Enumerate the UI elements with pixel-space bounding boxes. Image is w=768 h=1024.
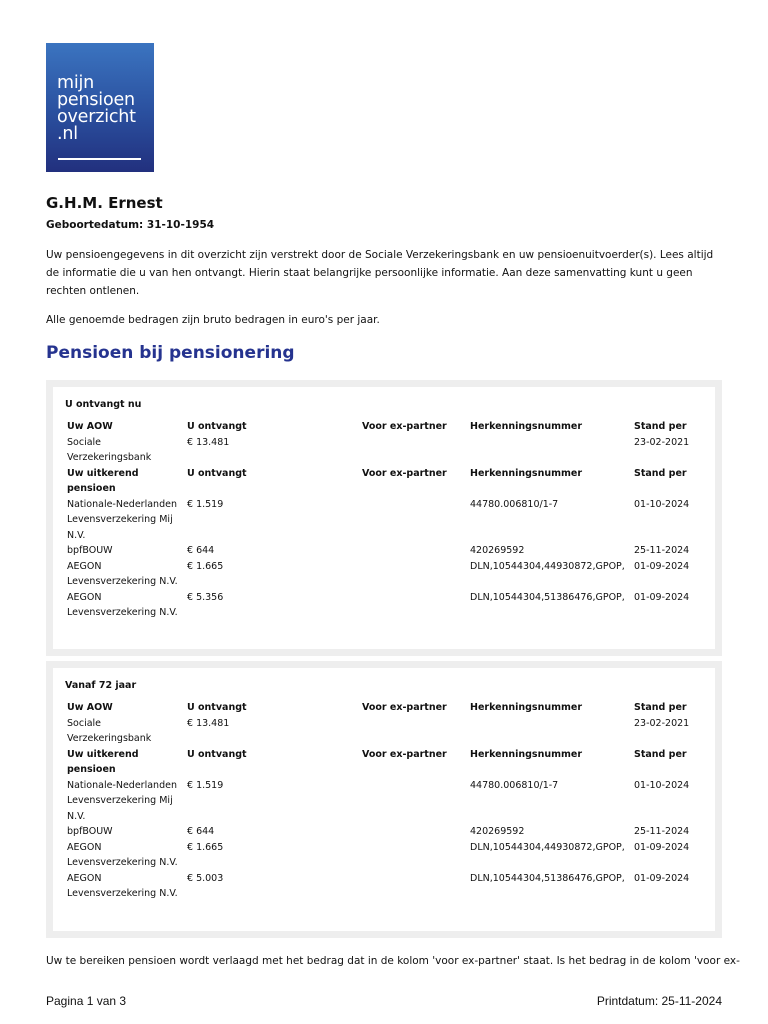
date-cell: 23-02-2021 — [634, 436, 690, 448]
col-header-herkenning: Herkenningsnummer — [470, 467, 583, 479]
ex-partner-cell — [362, 497, 470, 544]
amount-cell: € 644 — [187, 826, 215, 837]
amount-cell: € 13.481 — [187, 436, 230, 448]
date-cell: 01-09-2024 — [634, 872, 690, 884]
id-cell: 44780.006810/1-7 — [470, 779, 559, 791]
amounts-note: Alle genoemde bedragen zijn bruto bedragen in euro's per jaar. — [46, 314, 380, 326]
provider-cell: Nationale-Nederlanden Levensverzekering Mij N.V. — [67, 779, 177, 822]
logo-line: pensioen — [57, 90, 135, 110]
id-cell: 44780.006810/1-7 — [470, 498, 559, 510]
provider-cell: AEGON Levensverzekering N.V. — [67, 872, 178, 899]
panel-from-72 — [46, 661, 722, 938]
table-row — [67, 824, 707, 840]
panel-current — [46, 380, 722, 656]
amount-cell: € 5.003 — [187, 872, 224, 884]
ex-partner-cell — [362, 590, 470, 621]
table-row — [67, 497, 707, 544]
print-date: Printdatum: 25-11-2024 — [596, 994, 722, 1008]
id-cell: 420269592 — [470, 545, 525, 556]
amount-cell: € 1.665 — [187, 841, 224, 853]
pension-header-row — [67, 466, 707, 497]
col-header-stand: Stand per — [634, 467, 687, 479]
id-cell: 420269592 — [470, 826, 525, 837]
panel-label: U ontvangt nu — [65, 399, 142, 410]
amount-cell: € 5.356 — [187, 591, 224, 603]
col-header-ex-partner: Voor ex-partner — [362, 421, 447, 432]
date-cell: 25-11-2024 — [634, 826, 690, 837]
col-header-aow: Uw AOW — [67, 702, 113, 713]
col-header-ontvangt: U ontvangt — [187, 421, 247, 432]
page-number: Pagina 1 van 3 — [46, 994, 127, 1008]
panel-inner — [53, 387, 715, 649]
table-row — [67, 840, 707, 871]
ex-partner-notice: Uw te bereiken pensioen wordt verlaagd met het bedrag dat in de kolom 'voor ex-partner' staat. Is het bedrag in de kolom 'voor ex- — [46, 955, 740, 967]
col-header-uitkerend: Uw uitkerend pensioen — [67, 748, 139, 775]
col-header-ex-partner: Voor ex-partner — [362, 702, 447, 713]
ex-partner-cell — [362, 824, 470, 840]
amount-cell: € 13.481 — [187, 717, 230, 729]
ex-partner-cell — [362, 871, 470, 902]
aow-header-row — [67, 700, 707, 716]
date-cell: 01-09-2024 — [634, 560, 690, 572]
person-name: G.H.M. Ernest — [46, 194, 163, 212]
ex-partner-cell — [362, 716, 470, 747]
table-row — [67, 778, 707, 825]
section-title: Pensioen bij pensionering — [46, 343, 295, 363]
logo-underline — [58, 158, 141, 160]
provider-cell: bpfBOUW — [67, 545, 113, 556]
id-cell: DLN,10544304,51386476,GPOP, — [470, 872, 625, 884]
col-header-ex-partner: Voor ex-partner — [362, 467, 447, 479]
provider-cell: Sociale Verzekeringsbank — [67, 717, 152, 744]
logo-line: overzicht — [57, 107, 136, 127]
col-header-aow: Uw AOW — [67, 421, 113, 432]
aow-header-row — [67, 419, 707, 435]
pension-table — [67, 419, 707, 621]
provider-cell: bpfBOUW — [67, 826, 113, 837]
table-row — [67, 435, 707, 466]
ex-partner-cell — [362, 840, 470, 871]
col-header-herkenning: Herkenningsnummer — [470, 421, 583, 432]
provider-cell: AEGON Levensverzekering N.V. — [67, 560, 178, 587]
date-cell: 01-09-2024 — [634, 841, 690, 853]
col-header-stand: Stand per — [634, 702, 687, 713]
col-header-stand: Stand per — [634, 748, 687, 760]
id-cell — [470, 716, 634, 747]
ex-partner-cell — [362, 435, 470, 466]
col-header-ontvangt: U ontvangt — [187, 702, 247, 713]
panel-label: Vanaf 72 jaar — [65, 680, 137, 691]
id-cell: DLN,10544304,51386476,GPOP, — [470, 591, 625, 603]
ex-partner-cell — [362, 559, 470, 590]
date-cell: 23-02-2021 — [634, 717, 690, 729]
id-cell: DLN,10544304,44930872,GPOP, — [470, 560, 625, 572]
id-cell — [470, 435, 634, 466]
mijnpensioenoverzicht-logo — [46, 43, 154, 172]
col-header-herkenning: Herkenningsnummer — [470, 748, 583, 760]
table-row — [67, 543, 707, 559]
table-row — [67, 871, 707, 902]
ex-partner-cell — [362, 778, 470, 825]
amount-cell: € 1.665 — [187, 560, 224, 572]
id-cell: DLN,10544304,44930872,GPOP, — [470, 841, 625, 853]
table-row — [67, 590, 707, 621]
ex-partner-cell — [362, 543, 470, 559]
col-header-uitkerend: Uw uitkerend pensioen — [67, 467, 139, 494]
provider-cell: Sociale Verzekeringsbank — [67, 436, 152, 463]
amount-cell: € 1.519 — [187, 498, 224, 510]
table-row — [67, 716, 707, 747]
provider-cell: Nationale-Nederlanden Levensverzekering Mij N.V. — [67, 498, 177, 541]
birth-date: Geboortedatum: 31-10-1954 — [46, 219, 215, 231]
date-cell: 01-10-2024 — [634, 779, 690, 791]
amount-cell: € 1.519 — [187, 779, 224, 791]
col-header-ex-partner: Voor ex-partner — [362, 748, 447, 760]
logo-line: .nl — [57, 124, 78, 144]
col-header-herkenning: Herkenningsnummer — [470, 702, 583, 713]
panel-inner — [53, 668, 715, 931]
pension-table — [67, 700, 707, 902]
provider-cell: AEGON Levensverzekering N.V. — [67, 841, 178, 868]
date-cell: 01-09-2024 — [634, 591, 690, 603]
pension-header-row — [67, 747, 707, 778]
date-cell: 01-10-2024 — [634, 498, 690, 510]
col-header-ontvangt: U ontvangt — [187, 748, 247, 760]
col-header-ontvangt: U ontvangt — [187, 467, 247, 479]
logo-line: mijn — [57, 73, 95, 93]
amount-cell: € 644 — [187, 545, 215, 556]
date-cell: 25-11-2024 — [634, 545, 690, 556]
provider-cell: AEGON Levensverzekering N.V. — [67, 591, 178, 618]
col-header-stand: Stand per — [634, 421, 687, 432]
table-row — [67, 559, 707, 590]
intro-text: Uw pensioengegevens in dit overzicht zijn verstrekt door de Sociale Verzekeringsbank en uw pensioenuitvoerder(s). Lees altijd de informatie die u van hen ontvangt. Hierin staat belangrijke persoonlijke informatie. Aan deze samenvatting kunt u geen rechten ontlenen. — [46, 249, 714, 297]
